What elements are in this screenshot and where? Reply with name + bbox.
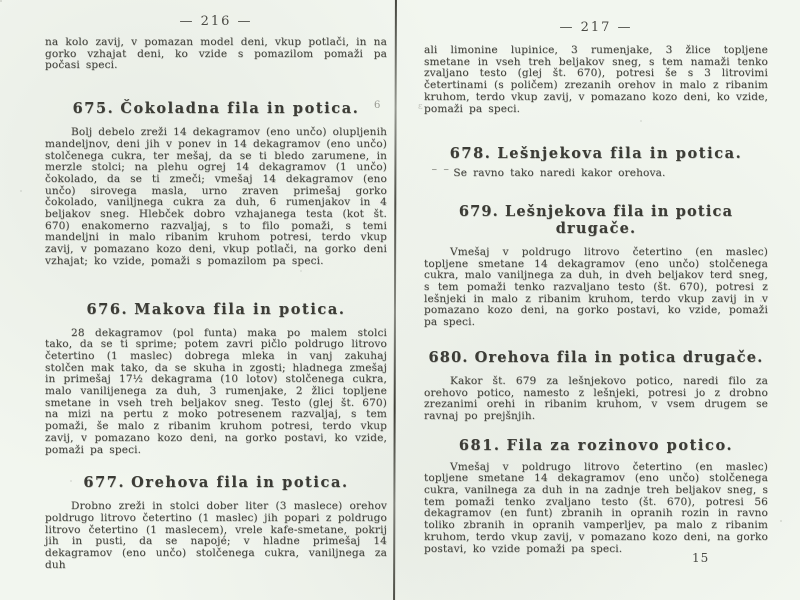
recipe-heading-679 (424, 203, 768, 237)
recipe-heading-676 (45, 301, 387, 318)
page-number-header-left: — 216 — (179, 14, 253, 29)
scan-noise-specks (0, 0, 2, 2)
recipe-title: Fila za rozinovo potico. (506, 436, 734, 454)
recipe-heading-677 (45, 474, 387, 491)
recipe-number: 680. (428, 348, 469, 366)
recipe-number: 675. (72, 100, 115, 118)
recipe-title: Orehova fila in potica drugače. (474, 348, 764, 366)
recipe-title: Lešnjekova fila in potica drugače. (504, 202, 734, 237)
recipe-note-678 (424, 168, 768, 181)
recipe-number: 676. (86, 300, 129, 318)
recipe-body-676: 28 dekagramov (pol funta) maka po malem stolci tako, da se ti sprime; potem zavri pičlo poldrugo litrovo četertino (1 maslec) dobrega mleka in vanj zakuhaj stolčen mak tako, da se skuha in zgosti; hladnega zmešaj in primešaj 17½ dekagrama (10 lotov) stolčenega cukra, malo vanilijenega za duh, 3 rumenjake, 2 žlici topljene smetane in vseh treh beljakov sneg. Testo (glej št. 670) na mizi na pertu z moko potresenem razvaljaj, s tem pomaži, še malo z ribanim kruhom potresi, terdo vkup zavij, v pomazano kozo deni, na gorko postavi, ko vzide, pomaži pa speci. (45, 326, 387, 456)
paragraph-continuation-right: ali limonine lupinice, 3 rumenjake, 3 žlice topljene smetane in vseh treh beljakov sneg, s tem namaži tenko zvaljano testo (glej št. 670), potresi še s 3 litrovimi četertinami (s poličem) zrezanih orehov in malo z ribanim kruhom, terdo vkup zavij, v pomazano kozo deni, ko vzide, pomaži pa speci. (424, 44, 768, 115)
recipe-body-675: Bolj debelo zreži 14 dekagramov (eno unčo) olupljenih mandeljnov, deni jih v ponev in 14 dekagramov (eno unčo) stolčenega cukra, ter mešaj, da se ti bledo zarumene, in merzle stolci; na plehu ogrej 14 dekagramov (1 unčo) čokolado, da se ti zmeči; vmešaj 14 dekagramov (eno unčo) sirovega masla, urno zraven primešaj gorko čokolado, vaniljnega cukra za duh, 6 rumenjakov in 4 beljakov sneg. Hlebček dobro vzhajanega testa (kot št. 670) enakomerno razvaljaj, s to filo pomaži, s temi mandeljni in malo ribanim kruhom potresi, terdo vkup zavij, v pomazano kozo deni, vkup potlači, na gorko deni vzhajat; ko vzide, pomaži s pomazilom pa speci. (45, 126, 387, 267)
sheet-signature-number: 15 (692, 551, 710, 565)
recipe-body-680: Kakor št. 679 za lešnjekovo potico, naredi filo za orehovo potico, namesto z lešnjeki, potresi jo z drobno zrezanimi orehi in ribanim kruhom, v vsem drugem se ravnaj po prejšnjih. (424, 374, 768, 422)
recipe-number: 679. (458, 202, 499, 220)
recipe-title: Čokoladna fila in potica. (120, 100, 360, 118)
page-number-header-right: — 217 — (559, 20, 633, 35)
recipe-heading-681 (424, 437, 768, 454)
proof-tick-mark: ‾ ‾ (432, 169, 450, 180)
recipe-number: 677. (83, 474, 126, 492)
recipe-body-681: Vmešaj v poldrugo litrovo četertino (en maslec) topljene smetane 14 dekagramov (eno unčo) stolčenega cukra, vanilnega za duh in na zadnje treh beljakov sneg, s tem pomaži tenko zvaljano testo (št. 670), potresi 56 dekagramov (en funt) zbranih in opranih rozin in ravno toliko zbranih in opranih vamperljev, pa malo z ribanim kruhom, terdo vkup zavij, v pomazano kozo deni, na gorko postavi, ko vzide pomaži pa speci. (424, 460, 768, 555)
recipe-number: 681. (458, 436, 501, 454)
recipe-heading-675 (45, 100, 387, 117)
recipe-body-677: Drobno zreži in stolci dober liter (3 maslece) orehov poldrugo litrovo četertino (1 maslec) jih popari z poldrugo litrovo četertino (1 maslecem), vrele kafe-smetane, pokrij jih in pusti, da se napojé; v hladne primešaj 14 dekagramov (eno unčo) stolčenega cukra, vaniljnega za duh (45, 500, 387, 571)
recipe-title: Makova fila in potica. (134, 300, 346, 318)
page-217 (424, 20, 768, 555)
margin-squiggle-mark: ε (418, 102, 423, 112)
page-216 (45, 14, 387, 572)
margin-mark: 6 (374, 100, 381, 111)
recipe-heading-678 (424, 145, 768, 162)
page-gutter-line (393, 0, 397, 600)
recipe-number: 678. (449, 145, 492, 163)
recipe-body-679: Vmešaj v poldrugo litrovo četertino (en maslec) topljene smetane 14 dekagramov (eno unčo) stolčenega cukra, malo vaniljnega za duh, in dveh beljakov terd sneg, s tem pomaži tenko razvaljano testo (št. 670), potresi z lešnjeki in malo z ribanim kruhom, terdo vkup zavij in v pomazano kozo deni, na gorko postavi, ko vzide, pomaži pa speci. (424, 245, 768, 329)
recipe-title: Orehova fila in potica. (131, 474, 349, 492)
recipe-title: Lešnjekova fila in potica. (497, 145, 743, 163)
recipe-heading-680 (424, 349, 768, 366)
paragraph-continuation-left: na kolo zavij, v pomazan model deni, vkup potlači, in na gorko vzhajat deni, ko vzide s pomazilom pomaži pa počasi speci. (45, 36, 387, 72)
note-text: Se ravno tako naredi kakor orehova. (453, 167, 666, 180)
